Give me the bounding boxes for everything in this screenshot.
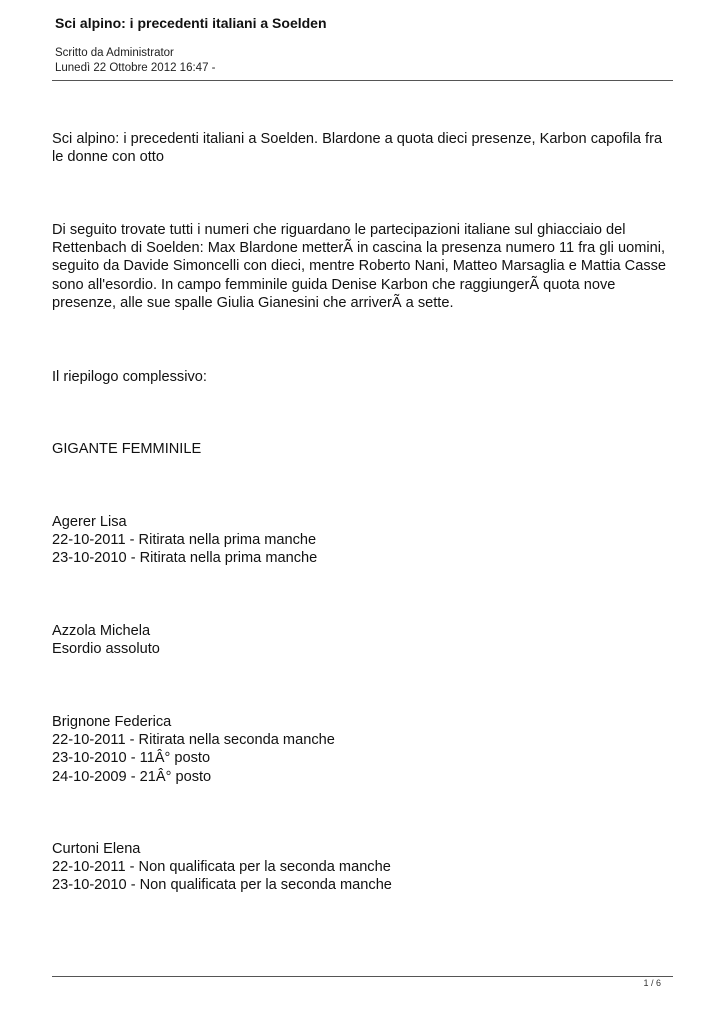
summary-label: Il riepilogo complessivo:	[52, 369, 207, 385]
page-indicator: 1 / 6	[643, 978, 661, 988]
footer-divider	[52, 976, 673, 977]
intro-paragraph: Sci alpino: i precedenti italiani a Soelden. Blardone a quota dieci presenze, Karbon capofila fra le donne con otto	[52, 131, 663, 166]
date-line: Lunedì 22 Ottobre 2012 16:47 -	[55, 62, 216, 74]
athlete-name: Brignone Federica	[52, 714, 172, 730]
athlete-result: 23-10-2010 - Non qualificata per la seconda manche	[52, 877, 392, 894]
athlete-name: Azzola Michela	[52, 623, 151, 639]
header-divider	[52, 80, 673, 81]
athlete-entry	[52, 513, 674, 568]
athlete-result: 23-10-2010 - Ritirata nella prima manche	[52, 550, 318, 567]
athlete-entry	[52, 840, 674, 895]
athlete-name: Agerer Lisa	[52, 514, 127, 530]
section-title: GIGANTE FEMMINILE	[52, 441, 202, 457]
athlete-result: 22-10-2011 - Ritirata nella seconda manche	[52, 732, 335, 749]
athlete-result: 23-10-2010 - 11Â° posto	[52, 750, 211, 767]
document-meta	[55, 46, 215, 76]
athlete-entry	[52, 713, 674, 786]
athlete-result: 24-10-2009 - 21Â° posto	[52, 768, 212, 785]
athlete-entry	[52, 622, 674, 658]
athlete-result: 22-10-2011 - Non qualificata per la seconda manche	[52, 859, 391, 876]
document-title: Sci alpino: i precedenti italiani a Soelden	[55, 15, 327, 31]
athlete-result: Esordio assoluto	[52, 641, 160, 658]
description-paragraph: Di seguito trovate tutti i numeri che riguardano le partecipazioni italiane sul ghiacciaio del Rettenbach di Soelden: Max Blardone metterÃ in cascina la presenza numero 11 fra gli uomini, seguito da Davide Simoncelli con dieci, mentre Roberto Nani, Matteo Marsaglia e Mattia Casse sono all'esordio. In campo femminile guida Denise Karbon che raggiungerÃ quota nove presenze, alle sue spalle Giulia Gianesini che arriverÃ a sette.	[52, 222, 667, 311]
athlete-name: Curtoni Elena	[52, 841, 141, 857]
athlete-result: 22-10-2011 - Ritirata nella prima manche	[52, 532, 317, 549]
author-line: Scritto da Administrator	[55, 47, 174, 59]
